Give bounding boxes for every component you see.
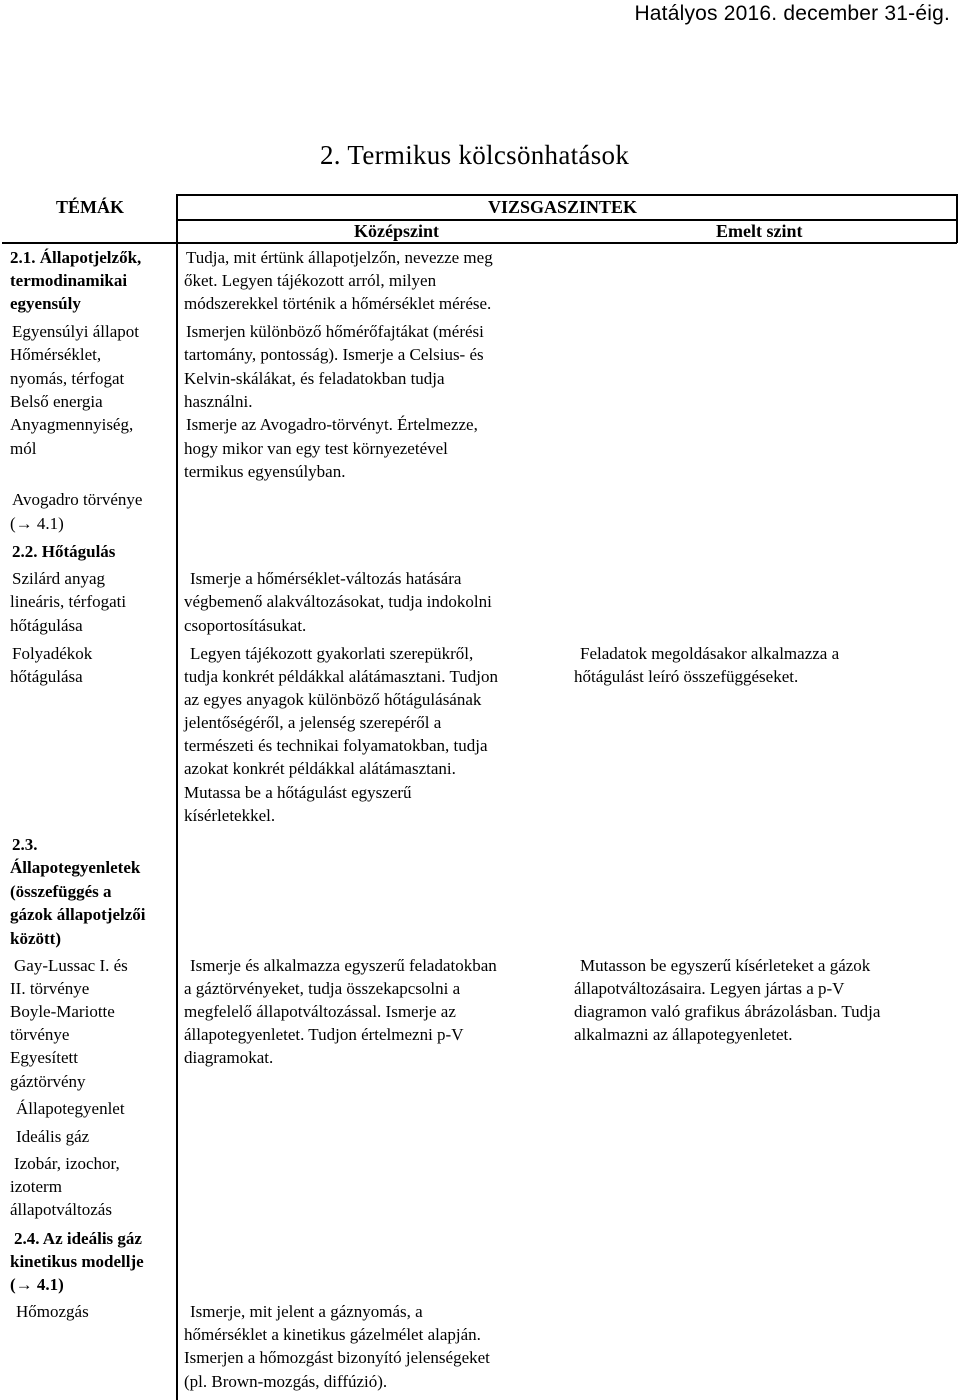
advanced-requirement-line: Mutasson be egyszerű kísérleteket a gázok [580, 956, 871, 975]
topic-item: Boyle-Mariotte [10, 1002, 115, 1021]
topic-item: hőtágulása [10, 616, 83, 635]
topic-2-1-heading: termodinamikai [10, 271, 128, 290]
mid-requirement-line: Mutassa be a hőtágulást egyszerű [184, 783, 412, 802]
topic-2-4-heading: (→ 4.1) [10, 1275, 64, 1294]
mid-requirement-line: megfelelő állapotváltozással. Ismerje az [184, 1002, 456, 1021]
section-title: 2. Termikus kölcsönhatások [320, 140, 630, 170]
mid-requirement-line: hogy mikor van egy test környezetével [184, 439, 448, 458]
mid-requirement-line: állapotegyenletet. Tudjon értelmezni p-V [184, 1025, 464, 1044]
topic-item: Avogadro törvénye [12, 490, 143, 509]
mid-requirement-line: természeti és technikai folyamatokban, tudja [184, 736, 488, 755]
topics-header: TÉMÁK [56, 197, 125, 217]
topic-item: Állapotegyenlet [16, 1099, 125, 1118]
mid-requirement-line: Ismerje, mit jelent a gáznyomás, a [190, 1302, 423, 1321]
mid-requirement-line: kísérletekkel. [184, 806, 276, 825]
advanced-requirement-line: alkalmazni az állapotegyenletet. [574, 1025, 793, 1044]
topic-item: Belső energia [10, 392, 103, 411]
mid-requirement-line: végbemenő alakváltozásokat, tudja indokolni [184, 592, 492, 611]
mid-requirement-line: Ismerje és alkalmazza egyszerű feladatokban [190, 956, 497, 975]
mid-requirement-line: Legyen tájékozott gyakorlati szerepükről, [190, 644, 474, 663]
validity-note: Hatályos 2016. december 31-éig. [634, 2, 950, 25]
mid-requirement-line: (pl. Brown-mozgás, diffúzió). [184, 1372, 388, 1391]
header-bottom-border [2, 242, 957, 244]
mid-requirement-line: használni. [184, 392, 253, 411]
topic-item: Szilárd anyag [12, 569, 105, 588]
advanced-level-header: Emelt szint [716, 221, 803, 241]
topic-item: Egyesített [10, 1048, 78, 1067]
exam-levels-header: VIZSGASZINTEK [488, 197, 638, 217]
topic-item: Izobár, izochor, [14, 1154, 120, 1173]
mid-requirement-line: termikus egyensúlyban. [184, 462, 346, 481]
topic-item: Egyensúlyi állapot [12, 322, 140, 341]
advanced-requirement-line: állapotváltozásaira. Legyen jártas a p-V [574, 979, 845, 998]
topic-2-4-heading: 2.4. Az ideális gáz [14, 1229, 142, 1248]
topic-2-4-heading: kinetikus modellje [10, 1252, 144, 1271]
topic-2-3-heading: Állapotegyenletek [10, 858, 141, 877]
mid-requirement-line: csoportosításukat. [184, 616, 307, 635]
topic-item: izoterm [10, 1177, 62, 1196]
mid-level-header: Középszint [354, 221, 439, 241]
mid-requirement-line: hőmérséklet a kinetikus gázelmélet alapján. [184, 1325, 481, 1344]
mid-requirement-line: Ismerje az Avogadro-törvényt. Értelmezze, [186, 415, 478, 434]
topic-item: (→ 4.1) [10, 514, 64, 533]
mid-requirement-line: azokat konkrét példákkal alátámasztani. [184, 759, 456, 778]
topic-item: állapotváltozás [10, 1200, 112, 1219]
mid-requirement-line: Ismerje a hőmérséklet-változás hatására [190, 569, 462, 588]
topic-item: Hőmérséklet, [10, 345, 102, 364]
advanced-requirement-line: diagramon való grafikus ábrázolásban. Tudja [574, 1002, 881, 1021]
mid-requirement-line: az egyes anyagok különböző hőtágulásának [184, 690, 482, 709]
topic-item: II. törvénye [10, 979, 90, 998]
topic-2-1-heading: 2.1. Állapotjelzők, [10, 248, 142, 267]
topic-item: mól [10, 439, 37, 458]
mid-requirement-line: Tudja, mit értünk állapotjelzőn, nevezze meg [186, 248, 493, 267]
mid-requirement-line: módszerekkel történik a hőmérséklet mérése. [184, 294, 492, 313]
mid-requirement-line: diagramokat. [184, 1048, 274, 1067]
table-right-border [956, 194, 958, 243]
topic-item: Ideális gáz [16, 1127, 90, 1146]
topic-item: Gay-Lussac I. és [14, 956, 128, 975]
advanced-requirement-line: hőtágulást leíró összefüggéseket. [574, 667, 799, 686]
mid-requirement-line: a gáztörvényeket, tudja összekapcsolni a [184, 979, 461, 998]
mid-requirement-line: Ismerjen különböző hőmérőfajtákat (mérési [186, 322, 484, 341]
mid-requirement-line: tudja konkrét példákkal alátámasztani. Tudjon [184, 667, 498, 686]
topic-item: hőtágulása [10, 667, 83, 686]
topic-2-1-heading: egyensúly [10, 294, 81, 313]
mid-requirement-line: Ismerjen a hőmozgást bizonyító jelenségeket [184, 1348, 490, 1367]
topic-2-3-heading: 2.3. [12, 835, 38, 854]
topic-item: Folyadékok [12, 644, 93, 663]
mid-requirement-line: tartomány, pontosság). Ismerje a Celsius- és [184, 345, 484, 364]
topic-item: Hőmozgás [16, 1302, 89, 1321]
topic-item: lineáris, térfogati [10, 592, 127, 611]
mid-requirement-line: Kelvin-skálákat, és feladatokban tudja [184, 369, 445, 388]
topic-2-3-heading: gázok állapotjelzői [10, 905, 146, 924]
topic-2-2-heading: 2.2. Hőtágulás [12, 542, 116, 561]
topic-item: gáztörvény [10, 1072, 86, 1091]
topic-2-3-heading: között) [10, 929, 61, 948]
topic-item: Anyagmennyiség, [10, 415, 134, 434]
mid-requirement-line: jelentőségéről, a jelenség szerepéről a [184, 713, 442, 732]
advanced-requirement-line: Feladatok megoldásakor alkalmazza a [580, 644, 840, 663]
topic-2-3-heading: (összefüggés a [10, 882, 112, 901]
topic-item: törvénye [10, 1025, 70, 1044]
topic-item: nyomás, térfogat [10, 369, 125, 388]
mid-requirement-line: őket. Legyen tájékozott arról, milyen [184, 271, 437, 290]
subheader-border [177, 219, 957, 221]
